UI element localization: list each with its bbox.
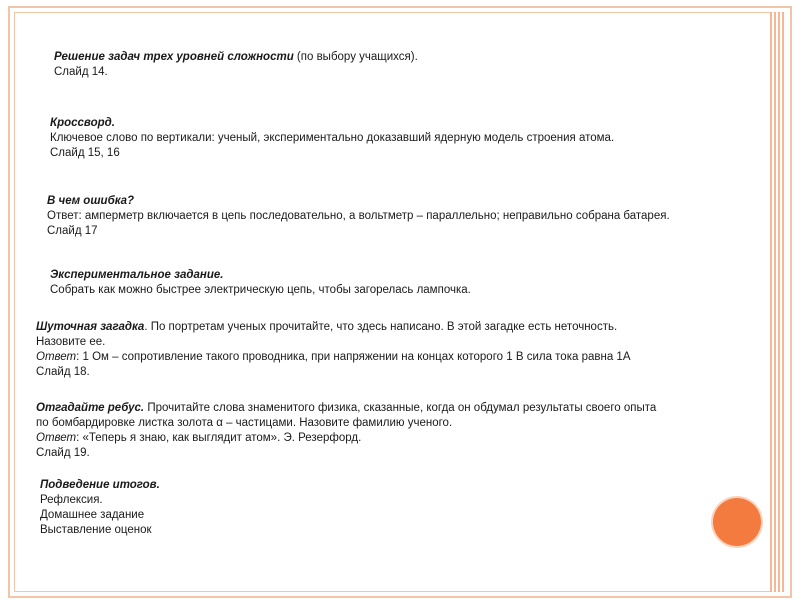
- task-levels-title-rest: (по выбору учащихся).: [293, 51, 418, 63]
- summary-item: Рефлексия.: [40, 494, 103, 506]
- decorative-stripes: [770, 12, 786, 592]
- rebus-line1: [36, 401, 656, 416]
- rebus-title-rest: Прочитайте слова знаменитого физика, сказанные, когда он обдумал результаты своего опыта: [144, 402, 657, 414]
- experiment-title: Экспериментальное задание.: [50, 269, 224, 281]
- rebus-block: [36, 401, 656, 461]
- error-slide: Слайд 17: [47, 225, 98, 237]
- task-levels-title: Решение задач трех уровней сложности: [54, 51, 294, 63]
- crossword-block: [50, 116, 614, 161]
- rebus-answer-text: : «Теперь я знаю, как выглядит атом». Э. Резерфорд.: [76, 432, 362, 444]
- crossword-slide: Слайд 15, 16: [50, 147, 120, 159]
- riddle-answer-text: : 1 Ом – сопротивление такого проводника, при напряжении на концах которого 1 В сила тока равна 1А: [76, 351, 631, 363]
- experiment-text: Собрать как можно быстрее электрическую цепь, чтобы загорелась лампочка.: [50, 284, 471, 296]
- error-block: [47, 194, 670, 239]
- rebus-title: Отгадайте ребус.: [36, 402, 145, 414]
- riddle-answer-label: Ответ: [36, 351, 77, 363]
- riddle-line1: [36, 320, 631, 335]
- summary-title: Подведение итогов.: [40, 479, 160, 491]
- rebus-answer-line: [36, 431, 656, 446]
- error-answer: Ответ: амперметр включается в цепь последовательно, а вольтметр – параллельно; неправильно собрана батарея.: [47, 210, 670, 222]
- riddle-title-rest: . По портретам ученых прочитайте, что здесь написано. В этой загадке есть неточность.: [144, 321, 618, 333]
- error-title: В чем ошибка?: [47, 195, 135, 207]
- summary-item: Выставление оценок: [40, 524, 152, 536]
- task-levels-line: [54, 50, 418, 65]
- summary-block: [40, 478, 160, 538]
- task-levels-slide: Слайд 14.: [54, 66, 108, 78]
- rebus-answer-label: Ответ: [36, 432, 77, 444]
- riddle-title: Шуточная загадка: [36, 321, 145, 333]
- crossword-title: Кроссворд.: [50, 117, 115, 129]
- rebus-slide: Слайд 19.: [36, 447, 90, 459]
- crossword-text: Ключевое слово по вертикали: ученый, экспериментально доказавший ядерную модель строения атома.: [50, 132, 615, 144]
- orange-circle-decoration: [713, 498, 761, 546]
- riddle-block: [36, 320, 631, 380]
- rebus-line2: по бомбардировке листка золота α – частицами. Назовите фамилию ученого.: [36, 417, 453, 429]
- riddle-answer-line: [36, 350, 631, 365]
- riddle-slide: Слайд 18.: [36, 366, 90, 378]
- summary-item: Домашнее задание: [40, 509, 145, 521]
- riddle-line2: Назовите ее.: [36, 336, 106, 348]
- experiment-block: [50, 268, 471, 298]
- task-levels-block: [54, 50, 418, 80]
